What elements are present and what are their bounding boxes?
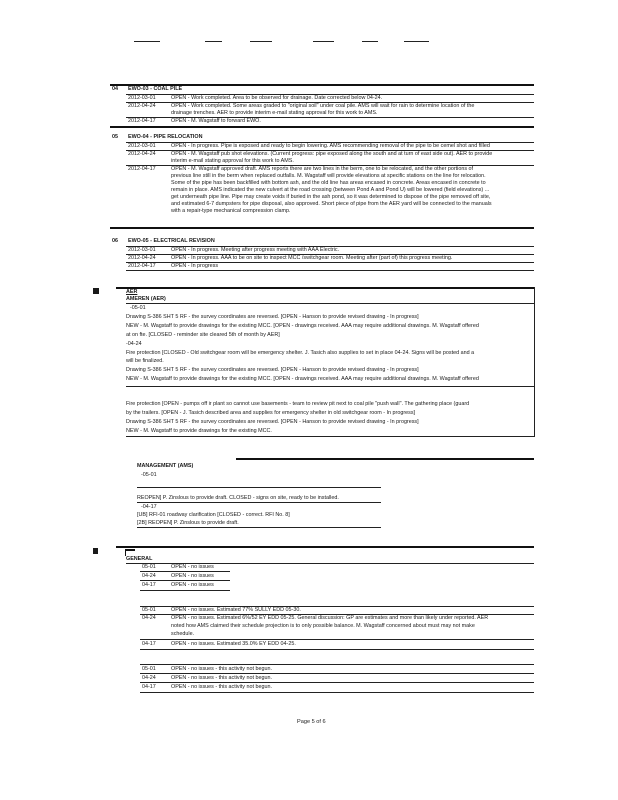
row-text: with a repair-type mechanical compression clamp. — [171, 208, 291, 214]
aer-tag: AER — [126, 289, 138, 295]
row-text: OPEN - M. Wagstaff approved draft. AMS reports there are two lines in the berm, one to be relocated, and the other portions of — [171, 166, 474, 172]
row-text: OPEN - no issues — [171, 582, 214, 588]
aer-line: Drawing S-386 SHT 5 RF - the survey coordinates are reversed. [OPEN - Hanson to provide revised drawing - In progress] — [126, 314, 419, 320]
section-number: 06 — [112, 238, 118, 244]
row-date: 04-24 — [142, 573, 156, 579]
section-title: EWO-03 - COAL PILE — [128, 86, 183, 92]
row-rule — [140, 639, 534, 640]
row-date: 04-17 — [142, 641, 156, 647]
ams-line: [UB] RFI-01 roadway clarification [CLOSED - correct. RFI No. 8] — [137, 512, 290, 518]
section-rule — [116, 287, 534, 289]
row-date: 2012-04-17 — [128, 166, 156, 172]
ams-title: MANAGEMENT (AMS) — [137, 463, 194, 469]
row-rule — [140, 590, 230, 591]
row-text: OPEN - no issues. Estimated 77% SULLY EDD 05-30. — [171, 607, 301, 613]
aer-line: Fire protection [CLOSED - Old switchgear room will be emergency shelter. J. Tasich also supplies to set in place 04-24. Signs will be posted and a — [126, 350, 475, 356]
row-text: OPEN - Work completed. Some areas graded to "original soil" under coal pile. AMS will wait for rain to determine location of the — [171, 103, 475, 109]
header-mark — [313, 41, 334, 42]
row-rule — [126, 270, 534, 271]
aer-line: will be finalized. — [126, 358, 164, 364]
row-text: OPEN - In progress. Pipe is exposed and ready to begin lowering. AMS recommending removal of the pipe to be cemel shot and filled — [171, 143, 490, 149]
row-text: OPEN - no issues - this activity not begun. — [171, 666, 272, 672]
page-footer: Page 5 of 6 — [297, 719, 326, 725]
row-text: and estimated 6-7 dumpsters for pipe disposal, also approved. Short piece of pipe from the AER yard will be connected to the manuals — [171, 201, 492, 207]
general-marker — [125, 549, 135, 556]
aer-line: Drawing S-386 SHT 5 RF - the survey coordinates are reversed. [OPEN - Hanson to provide revised drawing - In progress] — [126, 367, 419, 373]
ams-line: -04-17 — [141, 504, 157, 510]
section-number: 05 — [112, 134, 118, 140]
row-date: 05-01 — [142, 666, 156, 672]
header-mark — [362, 41, 378, 42]
row-text: previous line still in the berm when replaced outfalls. M. Wagstaff will provide elevations at specific stations on the line for relocation. — [171, 173, 486, 179]
row-rule — [137, 527, 381, 528]
row-rule — [137, 487, 381, 488]
aer-line: Drawing S-386 SHT 5 RF - the survey coordinates are reversed. [OPEN - Hanson to provide revised drawing - In progress] — [126, 419, 419, 425]
row-rule — [140, 571, 230, 572]
row-date: 2012-04-24 — [128, 255, 156, 261]
row-rule — [140, 664, 534, 665]
aer-line: NEW - M. Wagstaff to provide drawings for the existing MCC. [OPEN - drawings received. AAA may require additional drawings. M. Wagstaff offered — [126, 323, 479, 329]
ams-line: REOPEN] P. Zinslous to provide draft. CLOSED - signs on site, ready to be installed. — [137, 495, 339, 501]
row-date: 05-01 — [142, 607, 156, 613]
row-rule — [126, 303, 534, 304]
row-date: 04-17 — [142, 684, 156, 690]
row-text: schedule. — [171, 631, 195, 637]
row-date: 2012-04-24 — [128, 103, 156, 109]
row-text: remain in place. AMS indicated the new culvert at the road crossing (between Pond A and Pond U) will be lowered (field elevations) ... — [171, 187, 490, 193]
row-text: OPEN - In progress — [171, 263, 219, 269]
row-text: OPEN - M. Wagstaff pub shot elevations. (Current progress: pipe exposed along the south and at turn of east side out). AER to provide — [171, 151, 493, 157]
aer-title: AMEREN (AER) — [126, 296, 166, 302]
row-text: OPEN - no issues. Estimated 6%/52 EY EDD 05-25. General discussion: GP are estimates and more than likely under reported. AER — [171, 615, 489, 621]
section-title: EWO-04 - PIPE RELOCATION — [128, 134, 203, 140]
row-date: 2012-04-17 — [128, 263, 156, 269]
row-text: OPEN - M. Wagstaff to forward EWO. — [171, 118, 261, 124]
row-text: OPEN - In progress. Meeting after progress meeting with AAA Electric. — [171, 247, 340, 253]
row-text: drainage trenches. AER to provide interim e-mail stating approval for this work to AMS. — [171, 110, 378, 116]
row-date: 2012-04-24 — [128, 151, 156, 157]
row-text: OPEN - Work completed. Area to be observed for drainage. Date corrected below 04-24. — [171, 95, 383, 101]
aer-line: at on fte. [CLOSED - reminder site cleared 5th of month by AER] — [126, 332, 280, 338]
row-date: 2012-03-01 — [128, 247, 156, 253]
row-rule — [140, 580, 230, 581]
aer-line: Fire protection [OPEN - pumps off ir plant so cannot use basements - team to review pit next to coal pile "push wall". The gathering place (guard — [126, 401, 470, 407]
section-rule — [236, 458, 534, 460]
row-text: OPEN - In progress. AAA to be on site to inspect MCC /switchgear room. Meeting after (part of) this progress meeting. — [171, 255, 453, 261]
row-text: Some of the pipe has been backfilled with bottom ash, and the old line has areas encased in concrete. Areas encased in concrete to — [171, 180, 486, 186]
row-date: 2012-03-01 — [128, 143, 156, 149]
header-mark — [404, 41, 429, 42]
row-date: 04-24 — [142, 675, 156, 681]
row-date: 05-01 — [142, 564, 156, 570]
aer-line: -04-24 — [126, 341, 142, 347]
section-rule — [116, 546, 534, 548]
row-date: 2012-03-01 — [128, 95, 156, 101]
general-title: GENERAL — [126, 556, 153, 562]
row-rule — [140, 682, 534, 683]
row-rule — [126, 386, 534, 387]
row-date: 04-24 — [142, 615, 156, 621]
ams-line: -05-01 — [141, 472, 157, 478]
header-mark — [134, 41, 160, 42]
row-rule — [137, 502, 381, 503]
row-rule — [140, 692, 534, 693]
section-title: EWO-05 - ELECTRICAL REVISION — [128, 238, 215, 244]
aer-line: NEW - M. Wagstaff to provide drawings for the existing MCC. [OPEN - drawings received. AAA may require additional drawings. M. Wagstaff offered — [126, 376, 479, 382]
section-number: 04 — [112, 86, 118, 92]
aer-line: -05-01 — [130, 305, 146, 311]
row-text: OPEN - no issues - this activity not begun. — [171, 684, 272, 690]
section-marker — [93, 548, 98, 554]
row-rule — [140, 649, 534, 650]
row-rule — [140, 673, 534, 674]
row-text: interim e-mail stating approval for this work to AMS. — [171, 158, 294, 164]
row-date: 04-17 — [142, 582, 156, 588]
section-marker — [93, 288, 99, 294]
aer-line: NEW - M. Wagstaff to provide drawings for the existing MCC. — [126, 428, 272, 434]
row-text: OPEN - no issues - this activity not begun. — [171, 675, 272, 681]
row-date: 2012-04-17 — [128, 118, 156, 124]
section-rule — [110, 126, 534, 128]
ams-line: [2B] REOPEN] P. Zinslous to provide draft. — [137, 520, 239, 526]
row-rule — [126, 436, 534, 437]
header-mark — [250, 41, 272, 42]
row-text: OPEN - no issues — [171, 573, 214, 579]
section-rule — [110, 227, 534, 229]
header-mark — [205, 41, 222, 42]
right-edge — [534, 287, 535, 437]
row-text: OPEN - no issues. Estimated 35.0% EY EDD 04-25. — [171, 641, 296, 647]
row-text: OPEN - no issues — [171, 564, 214, 570]
row-text: get underneath pipe line. Pipe may create voids if buried in the ash pond, so it was determined to dispose of the pipe removed off site, — [171, 194, 491, 200]
aer-line: by the trailers. [OPEN - J. Tasich described area and supplies for emergency shelter in old switchgear room - In progress] — [126, 410, 416, 416]
row-text: noted how AMS claimed their schedule projection is to only possible balance. M. Wagstaff concerned about must may not make — [171, 623, 475, 629]
